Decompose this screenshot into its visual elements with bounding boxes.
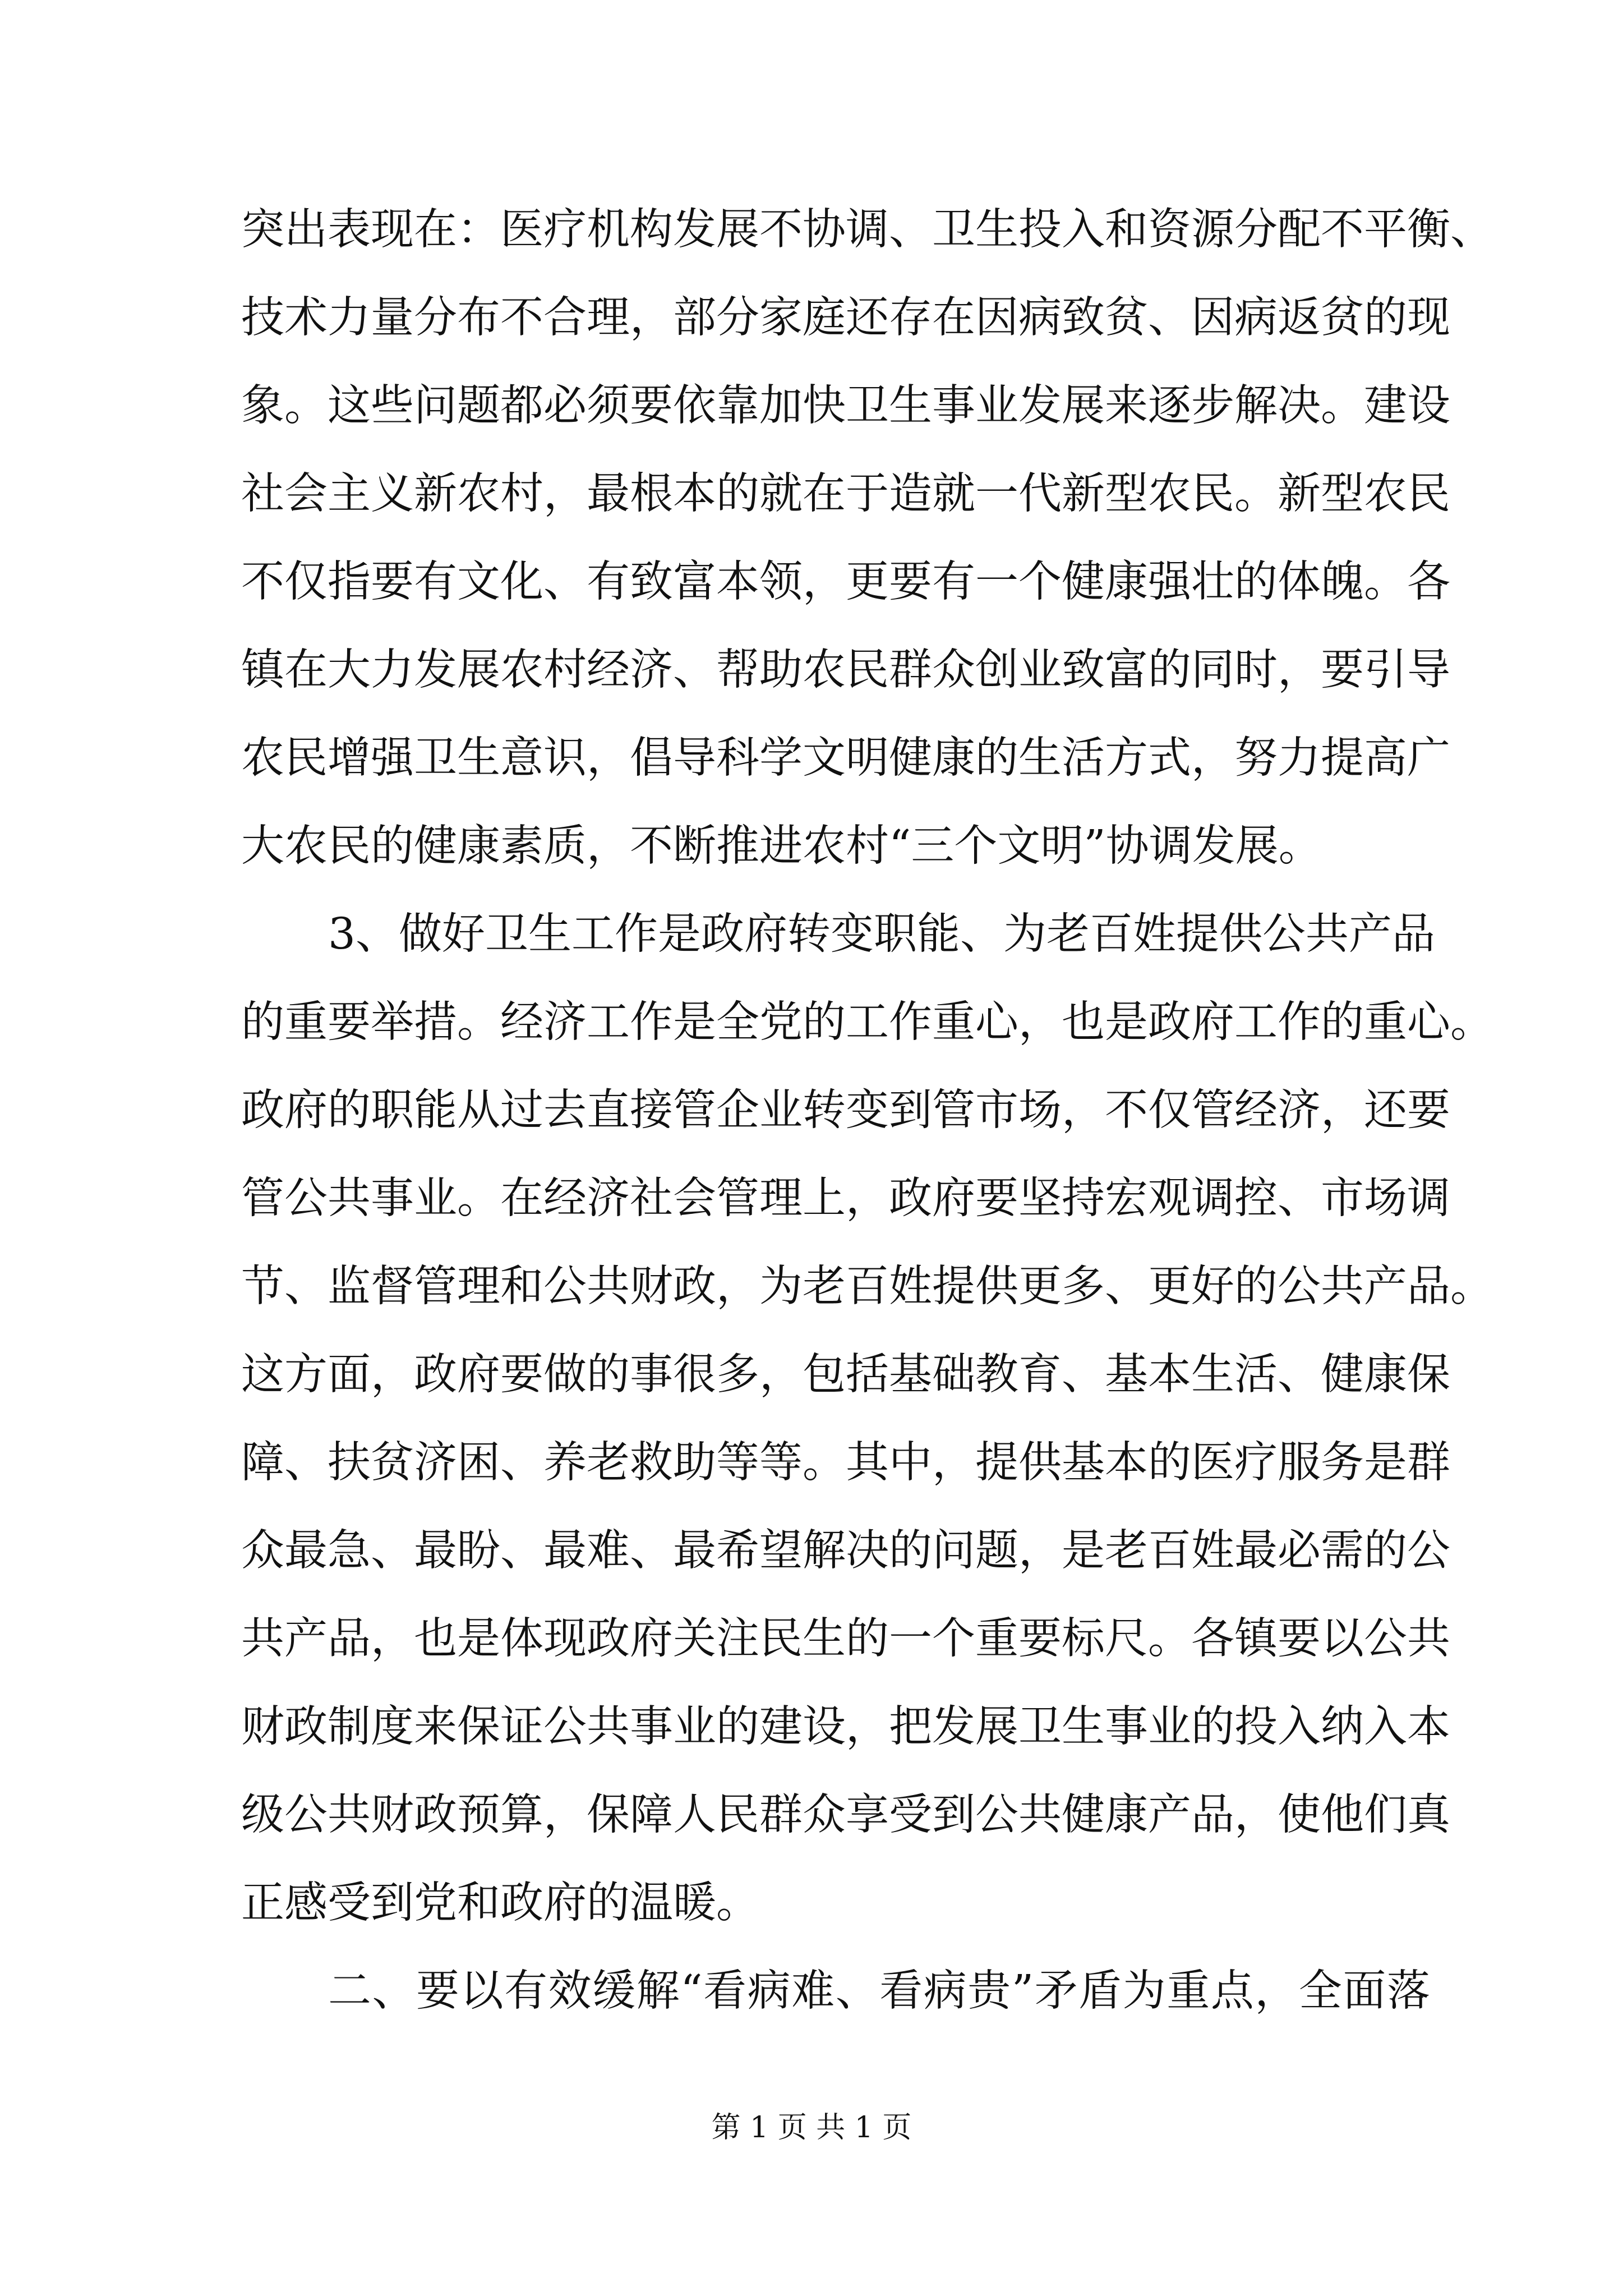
paragraph-2-line-3: 政府的职能从过去直接管企业转变到管市场，不仅管经济，还要	[241, 1085, 1450, 1135]
paragraph-2-line-9: 共产品，也是体现政府关注民生的一个重要标尺。各镇要以公共	[241, 1614, 1450, 1664]
paragraph-2-line-4: 管公共事业。在经济社会管理上，政府要坚持宏观调控、市场调	[241, 1174, 1450, 1223]
paragraph-2-line-6: 这方面，政府要做的事很多，包括基础教育、基本生活、健康保	[241, 1350, 1450, 1400]
paragraph-1-line-2: 技术力量分布不合理，部分家庭还存在因病致贫、因病返贫的现	[241, 293, 1450, 343]
paragraph-1-line-6: 镇在大力发展农村经济、帮助农民群众创业致富的同时，要引导	[241, 645, 1450, 695]
paragraph-1-line-4: 社会主义新农村，最根本的就在于造就一代新型农民。新型农民	[241, 469, 1450, 519]
paragraph-2-line-1: 3、做好卫生工作是政府转变职能、为老百姓提供公共产品	[328, 909, 1435, 959]
paragraph-1-line-8: 大农民的健康素质，不断推进农村“三个文明”协调发展。	[241, 821, 1322, 871]
paragraph-1-line-5: 不仅指要有文化、有致富本领，更要有一个健康强壮的体魄。各	[241, 557, 1450, 607]
paragraph-2-line-7: 障、扶贫济困、养老救助等等。其中，提供基本的医疗服务是群	[241, 1438, 1450, 1488]
paragraph-2-line-8: 众最急、最盼、最难、最希望解决的问题，是老百姓最必需的公	[241, 1526, 1450, 1576]
paragraph-2-line-12: 正感受到党和政府的温暖。	[241, 1878, 759, 1928]
paragraph-1-line-3: 象。这些问题都必须要依靠加快卫生事业发展来逐步解决。建设	[241, 381, 1450, 431]
paragraph-2-line-2: 的重要举措。经济工作是全党的工作重心，也是政府工作的重心。	[241, 997, 1493, 1047]
paragraph-2-line-10: 财政制度来保证公共事业的建设，把发展卫生事业的投入纳入本	[241, 1702, 1450, 1752]
paragraph-1-line-1: 突出表现在：医疗机构发展不协调、卫生投入和资源分配不平衡、	[241, 205, 1493, 255]
paragraph-2-line-11: 级公共财政预算，保障人民群众享受到公共健康产品，使他们真	[241, 1790, 1450, 1840]
paragraph-3-line-1: 二、要以有效缓解“看病难、看病贵”矛盾为重点，全面落	[328, 1966, 1430, 2016]
paragraph-2-line-5: 节、监督管理和公共财政，为老百姓提供更多、更好的公共产品。	[241, 1262, 1493, 1312]
page-footer: 第 1 页 共 1 页	[711, 2111, 912, 2145]
paragraph-1-line-7: 农民增强卫生意识，倡导科学文明健康的生活方式，努力提高广	[241, 733, 1450, 783]
